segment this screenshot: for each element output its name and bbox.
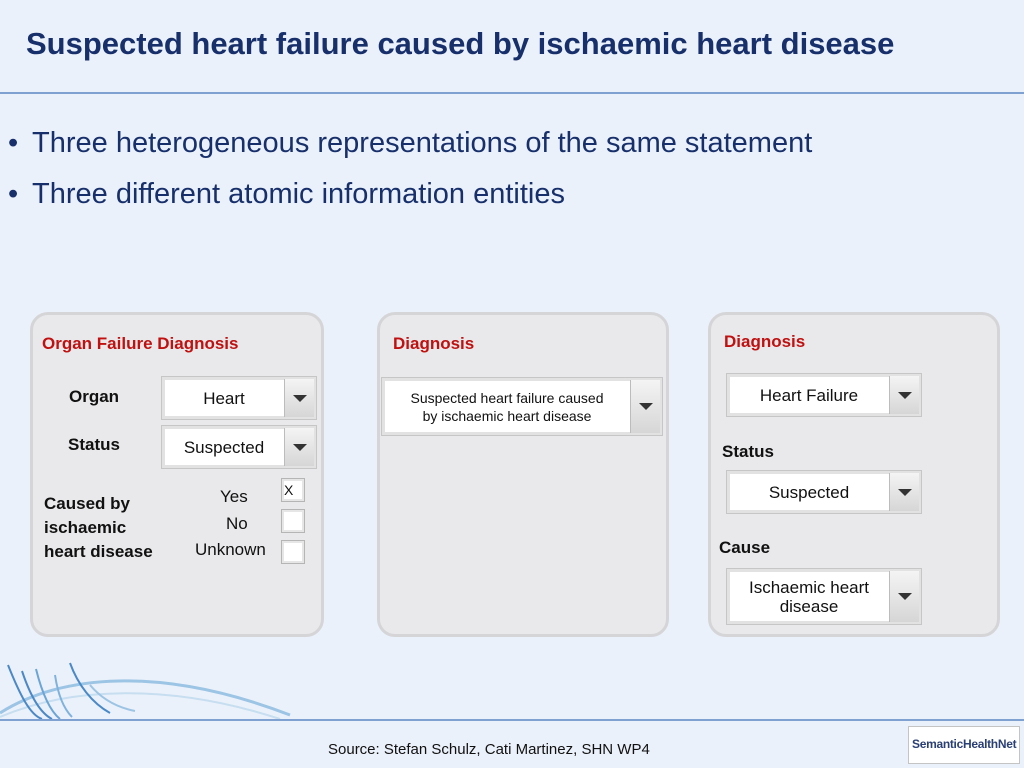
diagnosis-panel-structured: [708, 312, 1000, 637]
diagnosis-select-value: [386, 378, 628, 435]
organ-select-value: Heart: [203, 388, 245, 408]
diagnosis-value-line: Suspected heart failure caused: [410, 389, 604, 406]
diagnosis-value: Heart Failure: [759, 385, 859, 405]
status-select-value: Suspected: [183, 437, 265, 457]
bullet-list: [8, 118, 812, 220]
title-divider: [0, 92, 1024, 94]
chevron-down-icon: [293, 395, 307, 402]
option-yes-label: Yes: [220, 487, 248, 506]
status-dropdown-button[interactable]: [284, 428, 314, 466]
cause-label-line: Caused by: [44, 494, 130, 513]
chevron-down-icon: [639, 403, 653, 410]
cause-select-value: [731, 569, 887, 624]
cause-dropdown-button[interactable]: [889, 571, 919, 622]
status-dropdown-button[interactable]: [889, 473, 919, 511]
logo-text: SemanticHealthNet: [912, 737, 1017, 751]
cause-label: Cause: [719, 538, 771, 557]
organ-select[interactable]: [161, 376, 317, 420]
panel-title: Diagnosis: [724, 332, 806, 351]
option-yes-checkbox[interactable]: X: [281, 478, 305, 502]
organ-dropdown-button[interactable]: [284, 379, 314, 417]
bullet-glyph: •: [8, 127, 19, 159]
source-citation: Source: Stefan Schulz, Cati Martinez, SHN WP4: [328, 741, 650, 758]
diagnosis-select[interactable]: [381, 377, 663, 436]
chevron-down-icon: [898, 489, 912, 496]
cause-select[interactable]: [726, 568, 922, 625]
bullet-glyph: •: [8, 178, 19, 210]
bullet-text: Three different atomic information entities: [32, 178, 566, 210]
status-label: Status: [68, 435, 120, 454]
diagnosis-value-select[interactable]: [726, 373, 922, 417]
option-unknown-checkbox[interactable]: [281, 540, 305, 564]
option-no-checkbox[interactable]: [281, 509, 305, 533]
organ-label: Organ: [69, 387, 120, 406]
footer-divider: [0, 719, 1024, 721]
bullet-item: [8, 118, 812, 169]
organ-failure-panel: [30, 312, 324, 637]
diagnosis-dropdown-button[interactable]: [630, 380, 660, 433]
cause-label-line: heart disease: [44, 542, 153, 561]
wave-logo-icon: [0, 655, 300, 721]
chevron-down-icon: [898, 593, 912, 600]
slide-title: Suspected heart failure caused by ischaemic heart disease: [26, 26, 895, 61]
cause-value-line: Ischaemic heart: [749, 577, 869, 597]
panel-title: Diagnosis: [393, 334, 475, 353]
bullet-item: [8, 169, 812, 220]
status-select-value: Suspected: [768, 482, 850, 502]
diagnosis-value-line: by ischaemic heart disease: [422, 407, 592, 424]
cause-label: [44, 492, 153, 564]
diagnosis-panel-single: [377, 312, 669, 637]
diagnosis-value-dropdown-button[interactable]: [889, 376, 919, 414]
option-no-label: No: [226, 514, 248, 533]
cause-label-line: ischaemic: [44, 518, 127, 537]
semantichealthnet-logo: [908, 726, 1020, 764]
chevron-down-icon: [293, 444, 307, 451]
cause-value-line: disease: [779, 596, 839, 616]
chevron-down-icon: [898, 392, 912, 399]
bullet-text: Three heterogeneous representations of the same statement: [32, 127, 813, 159]
option-unknown-label: Unknown: [195, 540, 266, 559]
status-select[interactable]: [161, 425, 317, 469]
status-label: Status: [722, 442, 774, 461]
status-select[interactable]: [726, 470, 922, 514]
panel-title: Organ Failure Diagnosis: [42, 334, 239, 353]
